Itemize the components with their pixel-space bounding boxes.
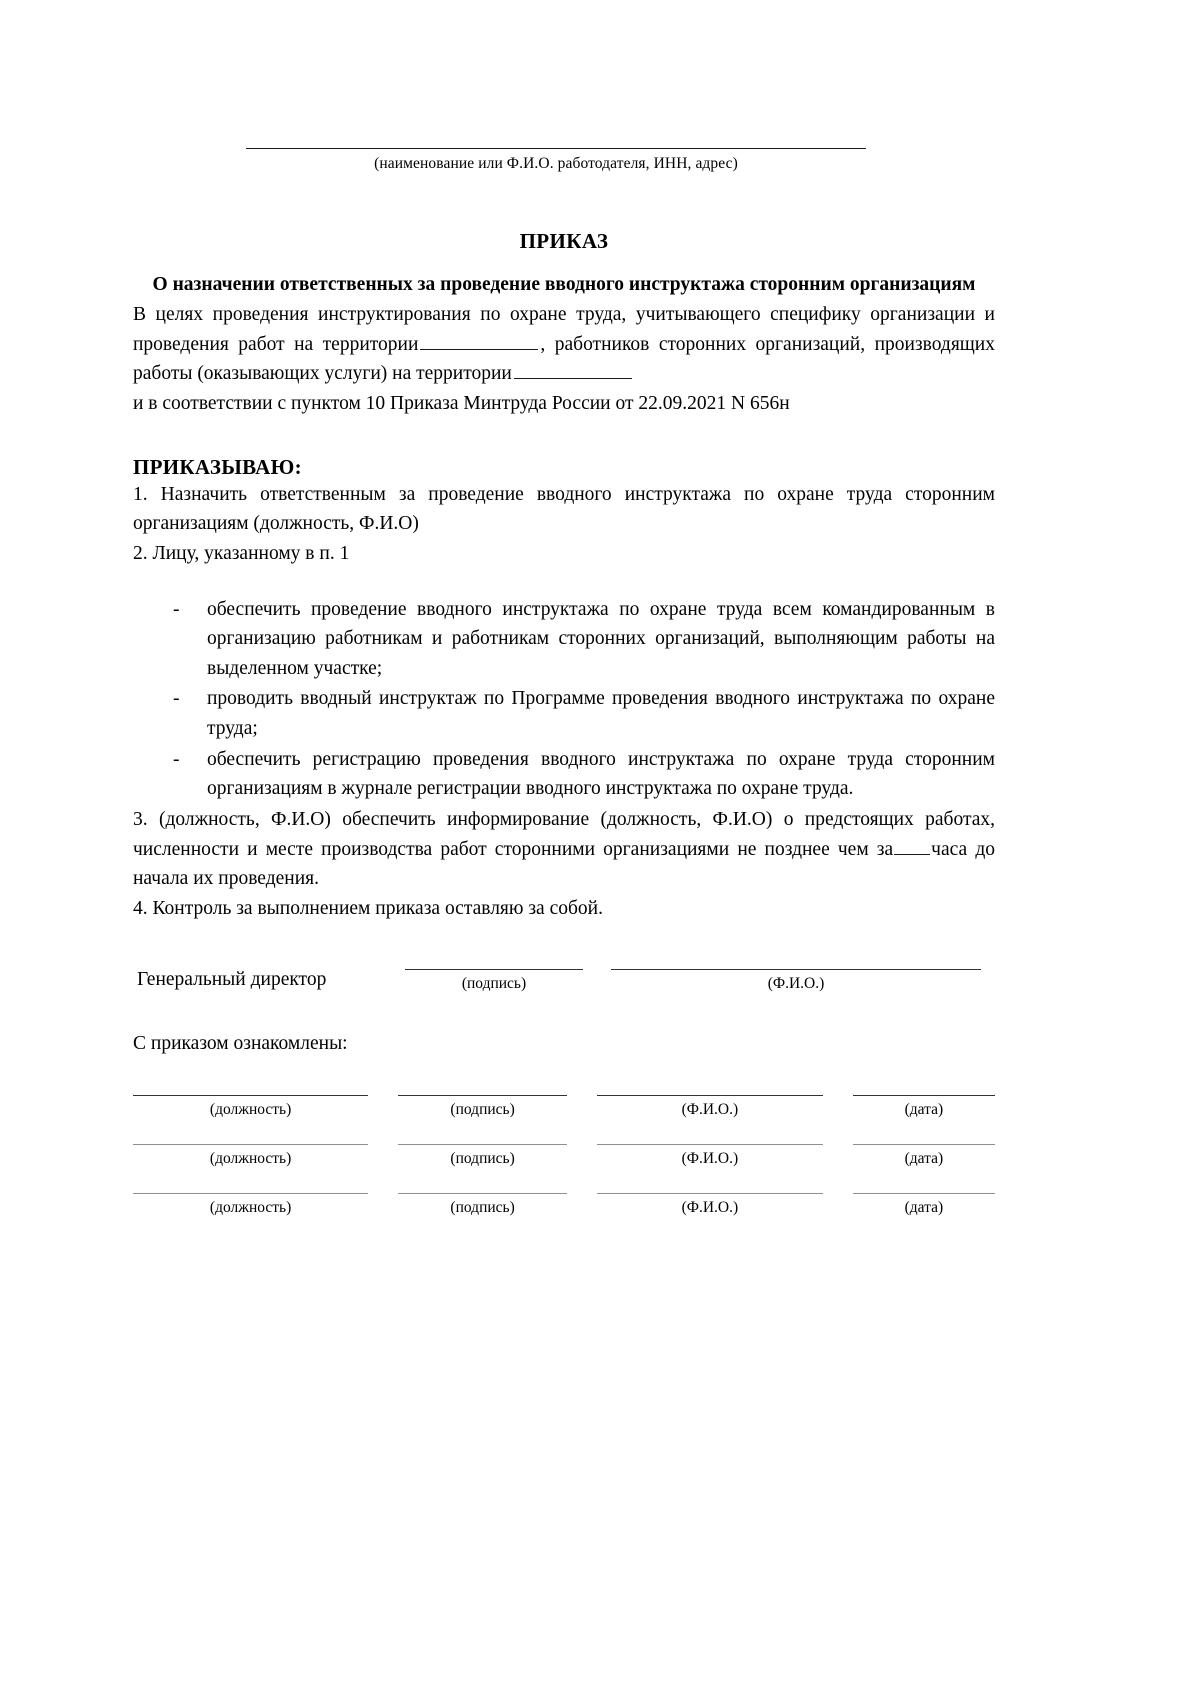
clause-4: 4. Контроль за выполнением приказа оставляю за собой.: [133, 897, 603, 919]
position-caption: (должность): [209, 1199, 292, 1217]
signature-caption: (подпись): [450, 1101, 515, 1119]
acquaintance-table: [133, 1095, 995, 1217]
director-fio-caption: (Ф.И.О.): [767, 975, 825, 993]
acquaintance-signature-cell: [398, 1095, 567, 1119]
fio-caption: (Ф.И.О.): [681, 1150, 739, 1168]
acquaintance-fio-cell: [597, 1193, 823, 1217]
clause-2: 2. Лицу, указанному в п. 1: [133, 542, 350, 564]
date-caption: (дата): [904, 1101, 944, 1119]
page-subtitle: О назначении ответственных за проведение вводного инструктажа сторонним организациям: [152, 274, 976, 295]
director-signature-block: [133, 969, 995, 993]
acquaintance-signature-cell: [398, 1193, 567, 1217]
employer-field-block: [133, 148, 995, 173]
acquaintance-date-cell: [853, 1193, 995, 1217]
document-body: [133, 0, 995, 1242]
dash-marker-icon: -: [173, 748, 180, 770]
acquaintance-position-cell: [133, 1095, 368, 1119]
acquaintance-title: С приказом ознакомлены:: [133, 1033, 348, 1055]
position-caption: (должность): [209, 1101, 292, 1119]
table-row: [133, 1095, 995, 1119]
acquaintance-fio-cell: [597, 1095, 823, 1119]
table-row: [133, 1193, 995, 1217]
clause-3-part-2: часа до начала их проведения.: [133, 838, 995, 890]
dash-marker-icon: -: [173, 598, 180, 620]
signature-caption: (подпись): [450, 1150, 515, 1168]
preamble-part-2: , работников сторонних организаций, производящих работы (оказывающих услуги) на территории: [133, 333, 995, 385]
hours-blank[interactable]: [894, 839, 930, 855]
preamble-legal-reference: и в соответствии с пунктом 10 Приказа Минтруда России от 22.09.2021 N 656н: [133, 393, 790, 415]
clause-3-part-1: 3. (должность, Ф.И.О) обеспечить информирование (должность, Ф.И.О) о предстоящих работах, численности и месте производства работ сторонними организациями не позднее чем за: [133, 808, 995, 860]
territory-blank-1[interactable]: [420, 334, 538, 350]
clause-1: 1. Назначить ответственным за проведение вводного инструктажа по охране труда сторонним организациям (должность, Ф.И.О): [133, 483, 995, 535]
duty-text: обеспечить проведение вводного инструктажа по охране труда всем командированным в организацию работникам и работникам сторонних организаций, выполняющим работы на выделенном участке;: [207, 598, 995, 679]
duty-text: обеспечить регистрацию проведения вводного инструктажа по охране труда сторонним организациям в журнале регистрации вводного инструктажа по охране труда.: [207, 748, 995, 800]
order-keyword: ПРИКАЗЫВАЮ:: [133, 454, 302, 479]
fio-caption: (Ф.И.О.): [681, 1199, 739, 1217]
duties-list: [133, 595, 995, 804]
duty-text: проводить вводный инструктаж по Программе проведения вводного инструктажа по охране труда;: [207, 688, 995, 740]
director-role-label: Генеральный директор: [137, 969, 327, 991]
acquaintance-signature-cell: [398, 1144, 567, 1168]
list-item: [171, 745, 995, 804]
employer-blank-line: [246, 148, 866, 149]
acquaintance-fio-cell: [597, 1144, 823, 1168]
territory-blank-2[interactable]: [514, 363, 632, 379]
page-title: ПРИКАЗ: [519, 229, 609, 253]
director-fio-slot: [611, 969, 981, 993]
acquaintance-position-cell: [133, 1144, 368, 1168]
acquaintance-date-cell: [853, 1095, 995, 1119]
acquaintance-date-cell: [853, 1144, 995, 1168]
fio-caption: (Ф.И.О.): [681, 1101, 739, 1119]
list-item: [171, 595, 995, 684]
director-signature-caption: (подпись): [461, 975, 527, 993]
list-item: [171, 684, 995, 743]
position-caption: (должность): [209, 1150, 292, 1168]
employer-caption: (наименование или Ф.И.О. работодателя, ИНН, адрес): [374, 155, 738, 172]
preamble-part-1: В целях проведения инструктирования по охране труда, учитывающего специфику организации и проведения работ на территории: [133, 304, 995, 355]
clause-3: [133, 805, 995, 894]
acquaintance-position-cell: [133, 1193, 368, 1217]
date-caption: (дата): [904, 1150, 944, 1168]
preamble-paragraph: [133, 300, 995, 389]
director-signature-slot: [405, 969, 583, 993]
date-caption: (дата): [904, 1199, 944, 1217]
dash-marker-icon: -: [173, 688, 180, 710]
signature-caption: (подпись): [450, 1199, 515, 1217]
table-row: [133, 1144, 995, 1168]
